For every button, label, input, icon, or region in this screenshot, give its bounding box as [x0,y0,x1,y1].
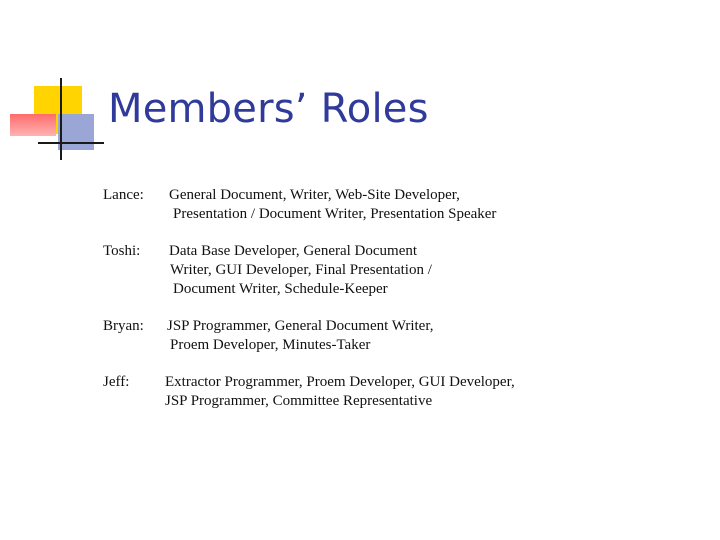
role-item-lance [103,186,703,224]
role-line: General Document, Writer, Web-Site Developer, [169,187,460,203]
role-line: Writer, GUI Developer, Final Presentation / [170,262,432,278]
member-roles [167,242,703,299]
role-line: Proem Developer, Minutes-Taker [170,337,371,353]
member-roles [167,186,703,224]
role-item-bryan [103,317,703,355]
role-line: JSP Programmer, Committee Representative [165,393,433,409]
role-line: JSP Programmer, General Document Writer, [167,318,434,334]
role-line: Data Base Developer, General Document [169,243,418,259]
roles-list [103,186,703,429]
role-item-jeff [103,373,703,411]
member-name: Toshi: [103,243,141,259]
role-line: Document Writer, Schedule-Keeper [173,281,388,297]
role-line: Presentation / Document Writer, Presentation Speaker [173,206,497,222]
role-item-toshi [103,242,703,299]
page-title: Members’ Roles [108,86,429,132]
colored-squares-logo-icon [0,0,110,170]
logo-blue-square [58,114,94,150]
member-name: Jeff: [103,374,130,390]
member-roles [167,317,703,355]
logo-vertical-line [60,78,62,160]
member-roles [167,373,703,411]
member-name: Bryan: [103,318,144,334]
logo-red-bar [10,114,56,136]
member-name: Lance: [103,187,144,203]
role-line: Extractor Programmer, Proem Developer, GUI Developer, [165,374,515,390]
logo-horizontal-line [38,142,104,144]
